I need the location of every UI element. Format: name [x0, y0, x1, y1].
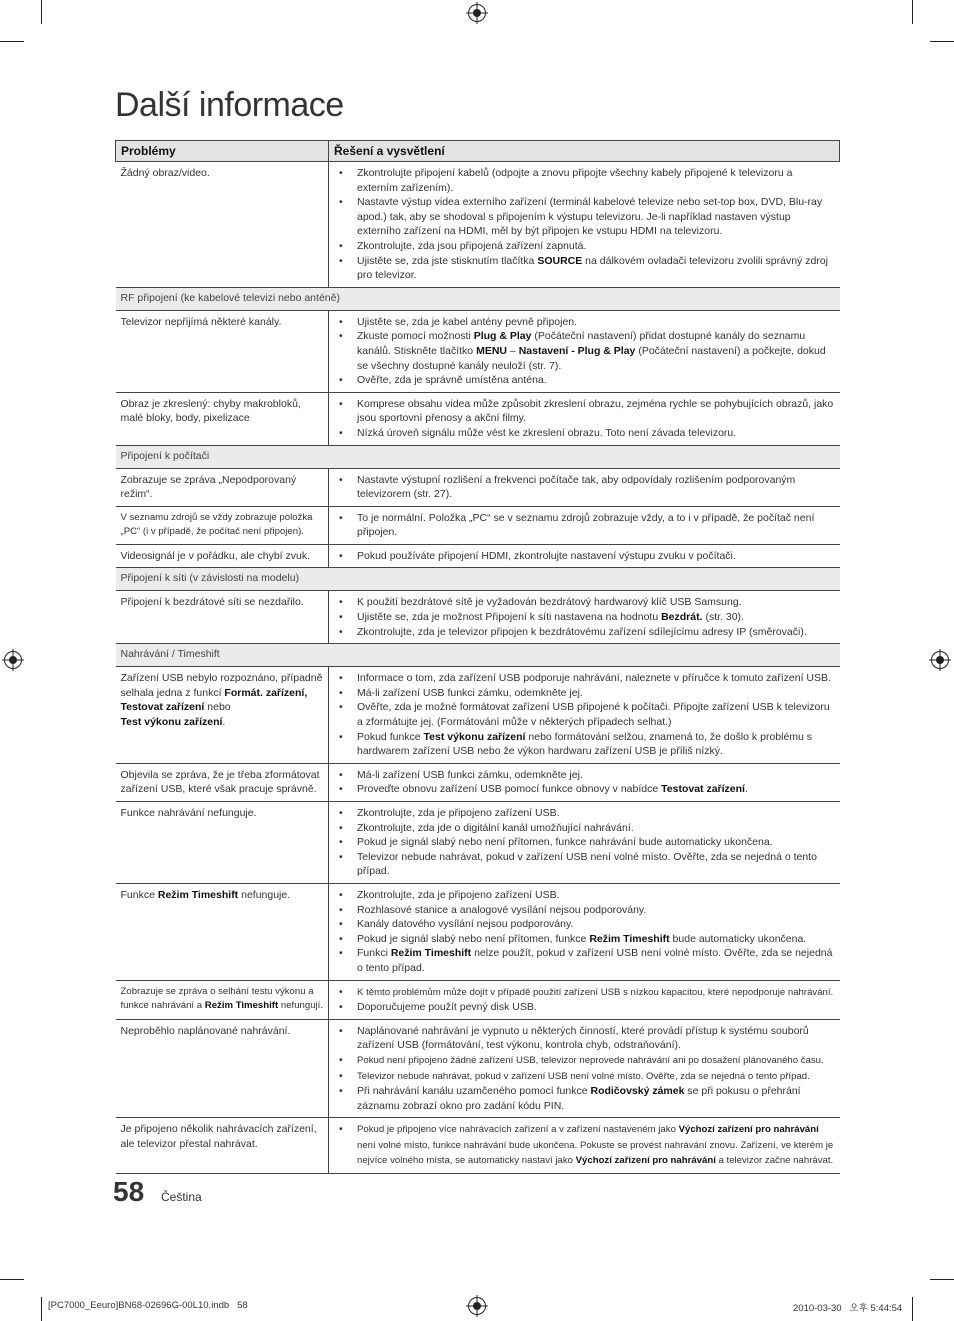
solution-cell	[329, 1019, 840, 1118]
solution-list	[334, 397, 835, 441]
solution-cell	[329, 310, 840, 392]
bold-term: Rodičovský zámek	[590, 1085, 685, 1098]
table-body	[116, 162, 840, 1174]
text-run: Připojení k bezdrátové síti se nezdařilo.	[120, 596, 304, 609]
text-run: Ujistěte se, zda jste stisknutím tlačítka	[357, 254, 538, 267]
solution-item	[334, 1053, 835, 1069]
text-run: Naplánované nahrávání je vypnuto u některých činností, které provádí přístup k systému souborů zařízení USB (formátování, test výkonu, kontrola chyb, odstraňování).	[357, 1024, 809, 1052]
table-row	[116, 468, 840, 506]
table-row	[116, 1019, 840, 1118]
solution-item	[334, 373, 835, 388]
text-run: Pokud je signál slabý nebo není přítomen, funkce	[357, 932, 590, 945]
solution-cell	[329, 883, 840, 980]
solution-list	[334, 166, 835, 283]
problem-cell	[116, 1019, 329, 1118]
text-run: Videosignál je v pořádku, ale chybí zvuk.	[120, 549, 311, 562]
text-run: Zkontrolujte, zda je připojeno zařízení USB.	[357, 807, 560, 819]
text-run: nebo	[204, 701, 231, 714]
text-run: Žádný obraz/video.	[120, 167, 210, 179]
registration-mark-icon	[931, 651, 949, 669]
language-label: Čeština	[161, 1190, 202, 1204]
text-run: Kanály datového vysílání nejsou podporovány.	[357, 918, 574, 931]
bold-term: Režim Timeshift	[204, 1000, 279, 1012]
section-label: Připojení k počítači	[116, 445, 840, 468]
solution-list	[334, 511, 835, 540]
section-label: Nahrávání / Timeshift	[116, 644, 840, 667]
crop-mark	[912, 1297, 913, 1321]
table-row	[116, 802, 840, 884]
text-run: Zkontrolujte, zda je televizor připojen k bezdrátovému zařízení sdílejícímu adresy IP (směrovači).	[357, 625, 807, 638]
text-run: Funkce	[120, 888, 158, 901]
problem-cell	[116, 506, 329, 544]
solution-cell	[329, 980, 840, 1019]
text-run: Televizor nebude nahrávat, pokud v zařízení USB není volné místo. Ověřte, zda se nejedná o tento případ.	[357, 850, 817, 878]
solution-item	[334, 610, 835, 625]
text-run: K použití bezdrátové sítě je vyžadován bezdrátový hardwarový klíč USB Samsung.	[357, 596, 742, 609]
section-header-row	[116, 445, 840, 468]
table-row	[116, 544, 840, 568]
text-run: Zkontrolujte, zda je připojeno zařízení USB.	[357, 888, 560, 901]
table-row	[116, 506, 840, 544]
column-header-problems: Problémy	[116, 141, 329, 162]
problem-cell	[116, 667, 329, 764]
bold-term: Testovat zařízení	[661, 783, 745, 796]
solution-item	[334, 254, 835, 283]
solution-list	[334, 806, 835, 879]
solution-cell	[329, 162, 840, 288]
bold-term: Testovat zařízení	[120, 701, 205, 714]
solution-item	[334, 625, 835, 640]
column-header-solutions: Řešení a vysvětlení	[329, 141, 840, 162]
crop-mark	[930, 1279, 954, 1280]
bold-term: Plug & Play	[473, 330, 532, 343]
bold-term: Režim Timeshift	[157, 888, 239, 901]
solution-list	[334, 473, 835, 502]
solution-item	[334, 473, 835, 502]
text-run: Pokud používáte připojení HDMI, zkontrolujte nastavení výstupu zvuku v počítači.	[357, 549, 736, 562]
solution-item	[334, 903, 835, 918]
solution-item	[334, 768, 835, 783]
section-header-row	[116, 287, 840, 310]
problem-cell	[116, 310, 329, 392]
text-run: Nastavte výstupní rozlišení a frekvenci počítače tak, aby odpovídaly rozlišením podporovaným televizorem (str. 27).	[357, 473, 796, 501]
page-title: Další informace	[115, 86, 344, 124]
text-run: nelze použít, pokud v zařízení USB není volné místo. Ověřte, zda se nejedná o tento případ.	[357, 947, 833, 974]
bold-term: Výchozí zařízení pro nahrávání	[678, 1124, 819, 1136]
problem-cell	[116, 763, 329, 801]
solution-cell	[329, 667, 840, 764]
solution-item	[334, 932, 835, 947]
solution-item	[334, 806, 835, 821]
text-run: Televizor nebude nahrávat, pokud v zařízení USB není volné místo. Ověřte, zda se nejedná o tento případ.	[357, 1070, 810, 1082]
text-run: Pokud není připojeno žádné zařízení USB, televizor neprovede nahrávání ani po dosažení plánovaného času.	[357, 1054, 824, 1066]
problem-cell	[116, 468, 329, 506]
solution-item	[334, 888, 835, 903]
table-row	[116, 392, 840, 445]
text-run: nefungují.	[278, 1000, 323, 1012]
solution-item	[334, 166, 835, 195]
text-run: Ujistěte se, zda je možnost Připojení k síti nastavena na hodnotu	[357, 611, 662, 624]
solution-list	[334, 768, 835, 797]
text-run: Má-li zařízení USB funkci zámku, odemkněte jej.	[357, 686, 583, 699]
crop-mark	[0, 1279, 24, 1280]
text-run: nefunguje.	[238, 888, 291, 901]
solution-cell	[329, 544, 840, 568]
text-run: To je normální. Položka „PC“ se v seznamu zdrojů zobrazuje vždy, a to i v případě, že počítač není připojen.	[357, 511, 815, 539]
solution-item	[334, 426, 835, 441]
text-run: Při nahrávání kanálu uzamčeného pomocí funkce	[357, 1085, 591, 1098]
text-run: Je připojeno několik nahrávacích zařízení, ale televizor přestal nahrávat.	[120, 1123, 317, 1150]
text-run: Ověřte, zda je možné formátovat zařízení USB připojené k počítači. Připojte zařízení USB k televizoru a zformátujte jej. (Formátování může v některých případech selhat.)	[357, 701, 830, 729]
solution-item	[334, 946, 835, 975]
text-run: Doporučujeme použít pevný disk USB.	[357, 1001, 537, 1014]
table-row	[116, 591, 840, 644]
bold-term: Nastavení - Plug & Play	[518, 344, 636, 357]
text-run: Zobrazuje se zpráva „Nepodporovaný režim“.	[120, 473, 297, 501]
problem-cell	[116, 1118, 329, 1174]
solution-item	[334, 1069, 835, 1085]
solution-item	[334, 397, 835, 426]
table-row	[116, 763, 840, 801]
text-run: Pokud funkce	[357, 730, 424, 743]
solution-item	[334, 1084, 835, 1113]
text-run: Zkontrolujte, zda jde o digitální kanál umožňující nahrávání.	[357, 821, 634, 834]
table-row	[116, 1118, 840, 1174]
bold-term: MENU	[476, 344, 507, 357]
solution-cell	[329, 468, 840, 506]
solution-item	[334, 195, 835, 239]
table-row	[116, 980, 840, 1019]
solution-cell	[329, 1118, 840, 1174]
text-run: Ověřte, zda je správně umístěna anténa.	[357, 374, 547, 387]
bold-term: Režim Timeshift	[589, 932, 670, 945]
solution-cell	[329, 802, 840, 884]
text-run: není volné místo, funkce nahrávání bude ukončena. Pokuste se provést nahrávání znovu. Zařízení, ve kterém je nejvíce volného místa, se automaticky nastaví jako	[357, 1139, 834, 1167]
text-run: nebo formátování selžou, znamená to, že došlo k problému s hardwarem zařízení USB nebo že výkon hardwaru zařízení USB je příliš nízký.	[357, 730, 813, 758]
problem-cell	[116, 162, 329, 288]
crop-mark	[912, 0, 913, 24]
text-run: Funkce nahrávání nefunguje.	[120, 807, 257, 819]
text-run: Pokud je signál slabý nebo není přítomen, funkce nahrávání bude automaticky ukončena.	[357, 836, 773, 849]
text-run: Obraz je zkreslený: chyby makrobloků, malé bloky, body, pixelizace	[120, 397, 301, 425]
solution-item	[334, 671, 835, 686]
solution-item	[334, 595, 835, 610]
text-run: Neproběhlo naplánované nahrávání.	[120, 1024, 291, 1037]
text-run: Objevila se zpráva, že je třeba zformátovat zařízení USB, které však pracuje správně.	[120, 768, 320, 796]
solution-list	[334, 315, 835, 388]
text-run: Nastavte výstup videa externího zařízení (terminál kabelové televize nebo set-top box, DVD, Blu-ray apod.) tak, aby se shodoval s připojením k výstupu televizoru. Je-li například nastaven výstup externího zařízení na HDMI, měl by být připojen ke vstupu HDMI na televizoru.	[357, 196, 823, 238]
solution-item	[334, 1024, 835, 1053]
section-label: Připojení k síti (v závislosti na modelu)	[116, 568, 840, 591]
text-run: .	[222, 716, 226, 729]
registration-mark-icon	[468, 1297, 486, 1315]
section-header-row	[116, 568, 840, 591]
text-run: K těmto problémům může dojít v případě použití zařízení USB s nízkou kapacitou, které nepodporuje nahrávání.	[357, 986, 834, 998]
crop-mark	[41, 0, 42, 24]
solution-cell	[329, 392, 840, 445]
solution-item	[334, 782, 835, 797]
text-run: Pokud je připojeno více nahrávacích zařízení a v zařízení nastaveném jako	[357, 1124, 679, 1136]
solution-list	[334, 888, 835, 976]
solution-list	[334, 595, 835, 639]
text-run: (Počáteční nastavení) a počkejte, dokud se všechny dostupné kanály neuloží (str. 7).	[357, 344, 826, 372]
solution-list	[334, 985, 835, 1015]
table-row	[116, 667, 840, 764]
solution-item	[334, 1122, 835, 1169]
text-run: Informace o tom, zda zařízení USB podporuje nahrávání, naleznete v příručce k tomuto zařízení USB.	[357, 672, 831, 685]
text-run: –	[507, 344, 519, 357]
solution-item	[334, 700, 835, 729]
text-run: Má-li zařízení USB funkci zámku, odemkněte jej.	[357, 768, 583, 781]
solution-item	[334, 917, 835, 932]
solution-item	[334, 329, 835, 373]
solution-item	[334, 686, 835, 701]
troubleshooting-table	[115, 140, 840, 1174]
text-run: (str. 30).	[702, 611, 744, 624]
solution-cell	[329, 591, 840, 644]
bold-term: Test výkonu zařízení	[120, 716, 223, 729]
registration-mark-icon	[4, 651, 22, 669]
text-run: Zobrazuje se zpráva o selhání testu výkonu a funkce nahrávání a	[120, 985, 314, 1012]
text-run: (Počáteční nastavení) přidat dostupné kanály do seznamu kanálů. Stiskněte tlačítko	[357, 330, 806, 357]
text-run: Ujistěte se, zda je kabel antény pevně připojen.	[357, 315, 578, 328]
crop-mark	[41, 1297, 42, 1321]
solution-item	[334, 730, 835, 759]
solution-item	[334, 239, 835, 254]
text-run: a televizor začne nahrávat.	[715, 1155, 834, 1167]
bold-term: Výchozí zařízení pro nahrávání	[575, 1155, 716, 1167]
problem-cell	[116, 544, 329, 568]
solution-item	[334, 511, 835, 540]
text-run: Zkontrolujte připojení kabelů (odpojte a znovu připojte všechny kabely připojené k televizoru a externím zařízením).	[357, 167, 793, 194]
bold-term: Bezdrát.	[661, 611, 703, 624]
text-run: na dálkovém ovladači televizoru zvolili správný zdroj pro televizor.	[357, 254, 828, 282]
bold-term: SOURCE	[537, 254, 583, 267]
table-row	[116, 162, 840, 288]
text-run: Proveďte obnovu zařízení USB pomocí funkce obnovy v nabídce	[357, 783, 662, 796]
text-run: V seznamu zdrojů se vždy zobrazuje položka „PC“ (i v případě, že počítač není připojen).	[120, 511, 313, 538]
text-run: Zkuste pomocí možnosti	[357, 330, 474, 343]
solution-list	[334, 549, 835, 564]
print-file-info: [PC7000_Eeuro]BN68-02696G-00L10.indb 58	[48, 1300, 248, 1311]
solution-list	[334, 1122, 835, 1169]
solution-item	[334, 1000, 835, 1015]
solution-item	[334, 549, 835, 564]
section-header-row	[116, 644, 840, 667]
problem-cell	[116, 591, 329, 644]
text-run: se při pokusu o přehrání záznamu zobrazí okno pro zadání kódu PIN.	[357, 1085, 801, 1112]
solution-cell	[329, 506, 840, 544]
solution-item	[334, 850, 835, 879]
table-row	[116, 310, 840, 392]
print-timestamp: 2010-03-30 오후 5:44:54	[793, 1303, 903, 1314]
solution-item	[334, 315, 835, 330]
problem-cell	[116, 802, 329, 884]
solution-item	[334, 985, 835, 1001]
section-label: RF připojení (ke kabelové televizi nebo anténě)	[116, 287, 840, 310]
text-run: Funkci	[357, 947, 391, 960]
crop-mark	[0, 41, 24, 42]
solution-list	[334, 671, 835, 759]
text-run: Zkontrolujte, zda jsou připojená zařízení zapnutá.	[357, 239, 587, 252]
text-run: .	[744, 783, 748, 796]
text-run: Nízká úroveň signálu může vést ke zkreslení obrazu. Toto není závada televizoru.	[357, 426, 737, 439]
problem-cell	[116, 392, 329, 445]
table-row	[116, 883, 840, 980]
text-run: Rozhlasové stanice a analogové vysílání nejsou podporovány.	[357, 903, 647, 916]
problem-cell	[116, 883, 329, 980]
text-run: Zařízení USB nebylo rozpoznáno, případně selhala jedna z funkcí	[120, 672, 323, 699]
bold-term: Test výkonu zařízení	[423, 730, 526, 743]
problem-cell	[116, 980, 329, 1019]
text-run: bude automaticky ukončena.	[669, 932, 807, 945]
table-header-row	[116, 141, 840, 162]
registration-mark-icon	[468, 4, 486, 22]
crop-mark	[930, 41, 954, 42]
solution-item	[334, 835, 835, 850]
solution-item	[334, 821, 835, 836]
bold-term: Formát. zařízení,	[224, 686, 308, 699]
text-run: Televizor nepřijímá některé kanály.	[120, 315, 282, 328]
text-run: Komprese obsahu videa může způsobit zkreslení obrazu, zejména rychle se pohybujících obrazů, jako jsou sportovní přenosy a akční filmy.	[357, 397, 834, 425]
solution-list	[334, 1024, 835, 1114]
solution-cell	[329, 763, 840, 801]
page-number: 58	[113, 1176, 145, 1207]
bold-term: Režim Timeshift	[390, 947, 472, 960]
